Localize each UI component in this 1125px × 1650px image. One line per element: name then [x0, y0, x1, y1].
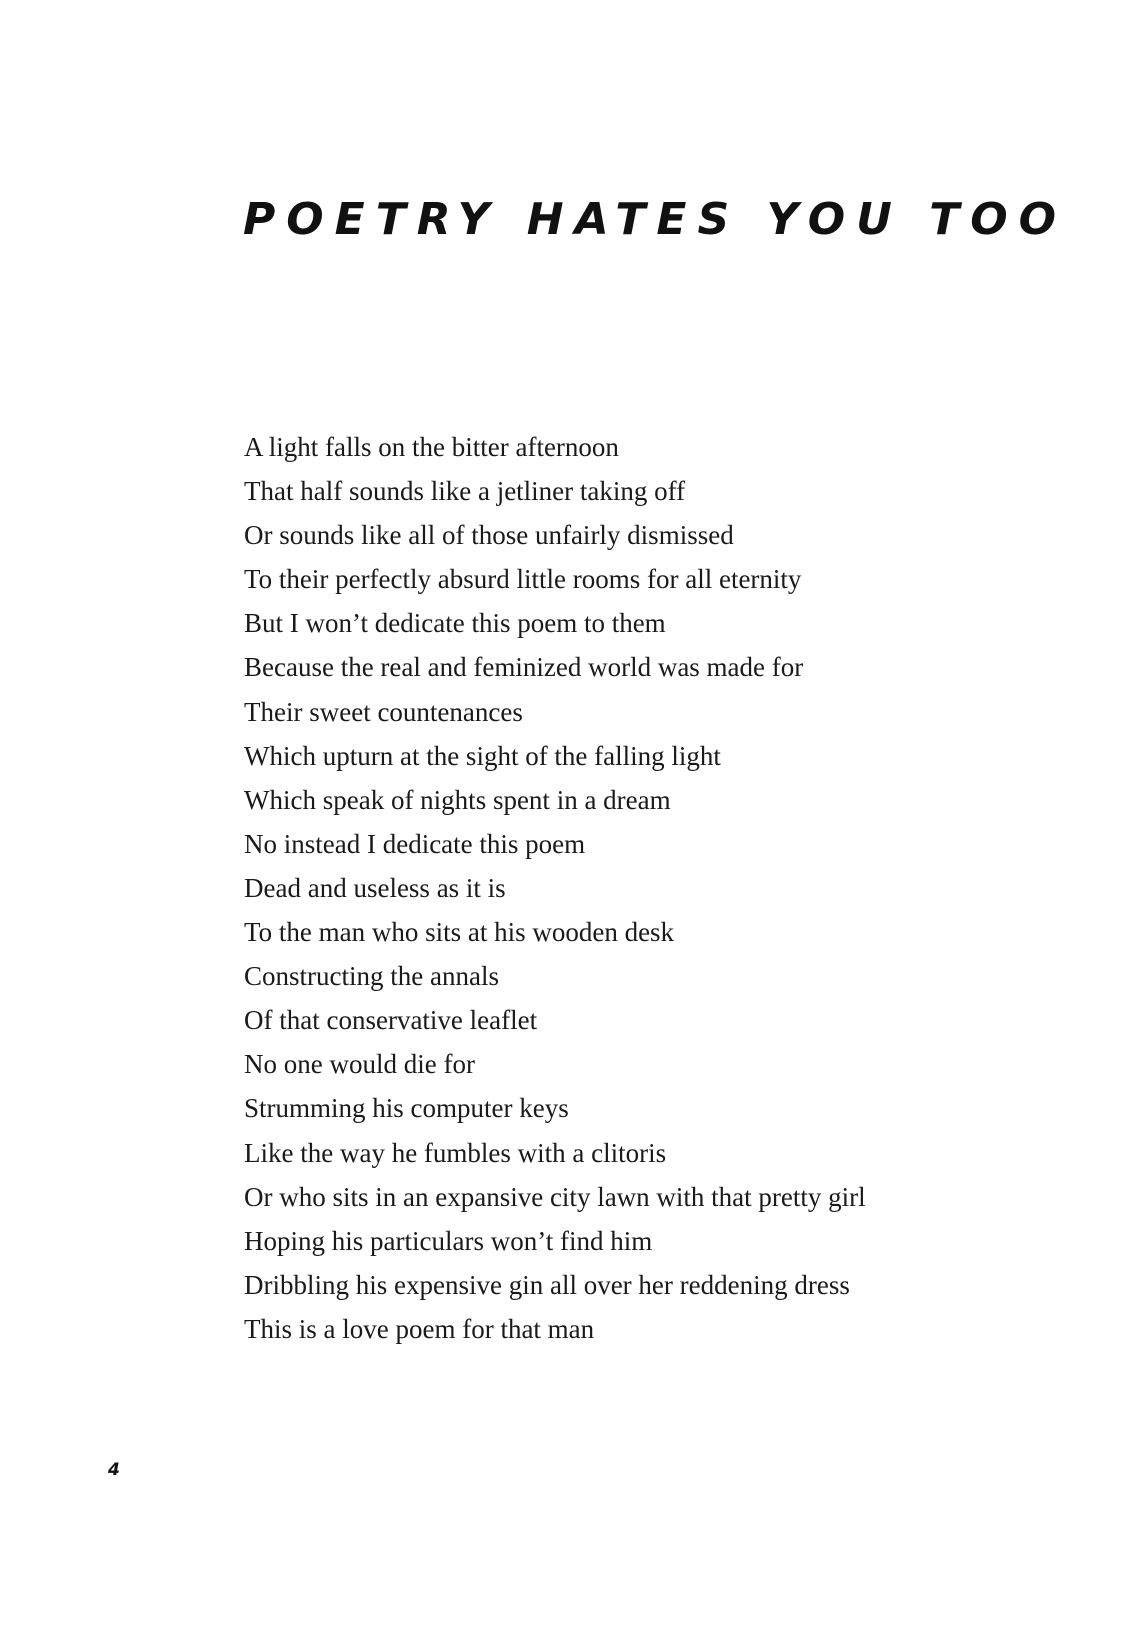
- poem-line: Dribbling his expensive gin all over her reddening dress: [244, 1269, 850, 1300]
- poem-line: Their sweet countenances: [244, 696, 523, 727]
- poem-line: Or sounds like all of those unfairly dismissed: [244, 520, 734, 551]
- poem-line: Or who sits in an expansive city lawn with that pretty girl: [244, 1181, 866, 1212]
- poem-line: To their perfectly absurd little rooms for all eternity: [244, 564, 802, 595]
- poem-line: Hoping his particulars won’t find him: [244, 1225, 653, 1256]
- poem-line: Like the way he fumbles with a clitoris: [244, 1137, 667, 1168]
- poem-line: But I won’t dedicate this poem to them: [244, 608, 666, 639]
- poem-line: Of that conservative leaflet: [244, 1005, 538, 1036]
- poem-line: To the man who sits at his wooden desk: [244, 917, 675, 948]
- poem-line: A light falls on the bitter afternoon: [244, 432, 619, 462]
- poem-line: Which speak of nights spent in a dream: [244, 784, 671, 815]
- poem-line: Constructing the annals: [244, 961, 499, 992]
- poem-line: Dead and useless as it is: [244, 872, 506, 903]
- page-number: 4: [108, 1460, 120, 1480]
- poem-line: Because the real and feminized world was made for: [244, 652, 804, 683]
- poem-line: Which upturn at the sight of the falling light: [244, 740, 721, 771]
- poem-line: No instead I dedicate this poem: [244, 828, 586, 859]
- page-title: POETRY HATES YOU TOO: [243, 194, 1068, 245]
- poem-line: Strumming his computer keys: [244, 1093, 569, 1124]
- poem-body: [244, 425, 866, 1351]
- poem-line: No one would die for: [244, 1049, 475, 1080]
- poem-line: This is a love poem for that man: [244, 1313, 595, 1344]
- poem-line: That half sounds like a jetliner taking off: [244, 476, 686, 507]
